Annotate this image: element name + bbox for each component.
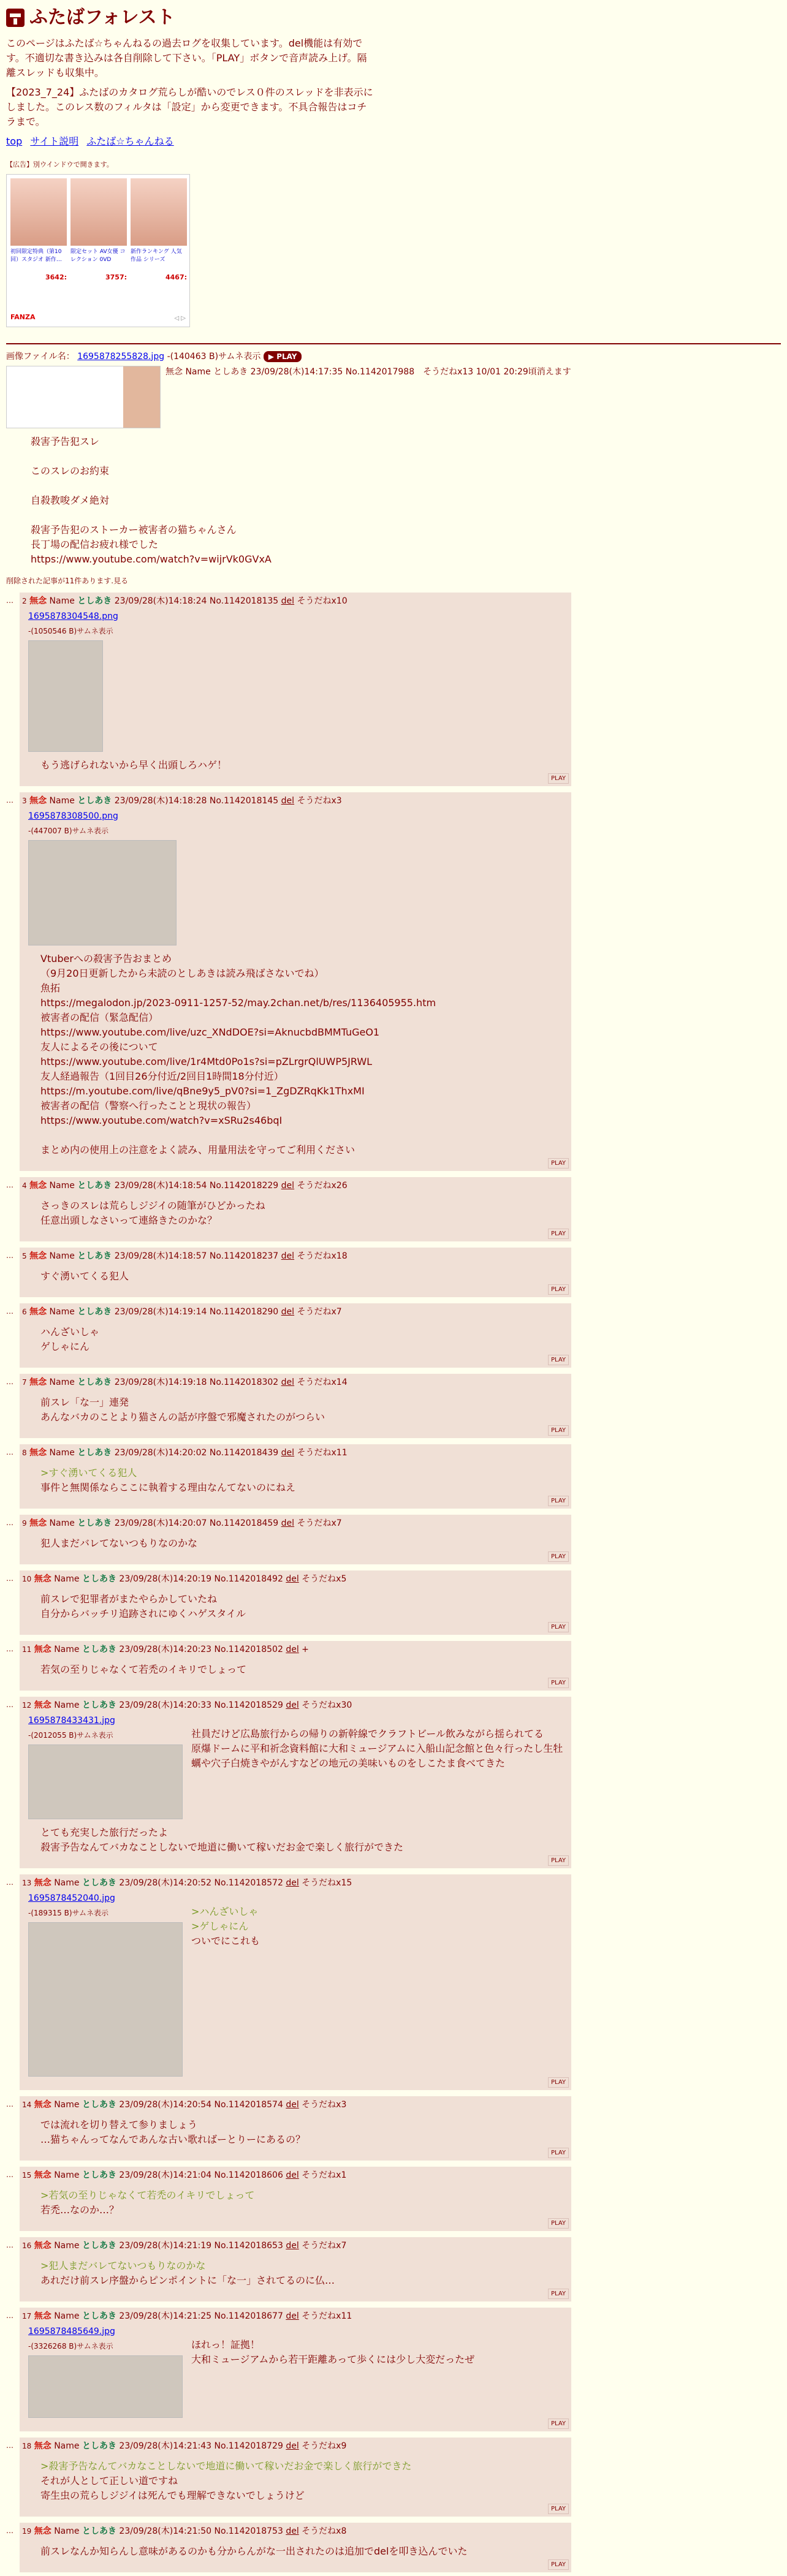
reply-row — [6, 1515, 781, 1564]
reply-play-button[interactable]: PLAY — [548, 1284, 569, 1295]
reply-body: Vtuberへの殺害予告おまとめ （9月20日更新したから未読のとしあきは読み飛ばさないでね） 魚拓 https://megalodon.jp/2023-0911-1257-52/may.2chan.net/b/res/1136405955.htm 被害者の配信（緊急配信） https://www.youtube.com/live/uzc_XNdDOE?si=AknucbdBMMTuGeO1 友人によるその後について https://www.youtube.com/live/1r4Mtd0Po1s?si=pZLrgrQlUWP5JRWL 友人経過報告（1回目26分付近/2回目1時間18分付近） https://m.youtube.com/live/qBne9y5_pV0?si=1_ZgDZRqKk1ThxMI 被害者の配信（警察へ行ったことと現状の報告） https://www.youtube.com/watch?v=xSRu2s46bqI まとめ内の使用上の注意をよく読み、用量用法を守ってご利用ください — [40, 952, 436, 1156]
reply-row — [6, 1177, 781, 1241]
ad-item-price: 4467: — [165, 273, 187, 281]
reply-body: 犯人まだバレてないつもりなのかな — [40, 1537, 198, 1549]
reply-row — [6, 1874, 781, 2090]
reply-number: 12 — [22, 1700, 32, 1710]
reply-name-label: Name — [54, 2311, 80, 2321]
reply-name-label: Name — [54, 2099, 80, 2110]
nav-top-link[interactable]: top — [6, 135, 23, 147]
reply-number: 5 — [22, 1251, 27, 1260]
reply-subject: 無念 — [34, 2170, 51, 2180]
del-link[interactable]: del — [286, 2240, 299, 2251]
reply-quote: >殺害予告なんてバカなことしないで地道に働いて稼いだお金で楽しく旅行ができた — [40, 2460, 412, 2472]
reply-body: とても充実した旅行だったよ 殺害予告なんてバカなことしないで地道に働いて稼いだお金で楽しく旅行ができた — [40, 1826, 404, 1853]
sodane-button[interactable]: そうだねx7 — [297, 1306, 342, 1317]
reply-name: としあき — [82, 2311, 116, 2321]
reply-number: 19 — [22, 2526, 32, 2536]
del-link[interactable]: del — [286, 1877, 299, 1888]
ad-thumbnail[interactable] — [131, 178, 187, 246]
reply-marker: … — [6, 596, 13, 605]
reply-header — [22, 2169, 568, 2182]
reply-row — [6, 2438, 781, 2517]
reply-name-label: Name — [49, 596, 75, 606]
reply-play-button[interactable]: PLAY — [548, 1551, 569, 1562]
reply-number: 3 — [22, 796, 27, 805]
reply-number: 6 — [22, 1307, 27, 1316]
reply-play-button[interactable]: PLAY — [548, 2289, 569, 2299]
reply-play-button[interactable]: PLAY — [548, 2419, 569, 2429]
reply-body: あれだけ前スレ序盤からピンポイントに「な一」されてるのに仏… — [40, 2274, 335, 2286]
op-thumbnail[interactable] — [6, 366, 161, 428]
reply-datetime: 23/09/28(木)14:18:28 No.1142018145 — [114, 795, 279, 806]
reply-box — [20, 2237, 571, 2301]
reply-subject: 無念 — [29, 1251, 47, 1261]
ad-item-text[interactable]: 限定セット AV女優 コレクション 0VD — [70, 248, 126, 263]
reply-name: としあき — [82, 2099, 116, 2110]
sodane-button[interactable]: そうだねx30 — [302, 1700, 352, 1710]
del-link[interactable]: del — [286, 1574, 299, 1584]
reply-play-button[interactable]: PLAY — [548, 1158, 569, 1169]
reply-name-label: Name — [54, 1644, 80, 1654]
reply-marker: … — [6, 795, 13, 805]
reply-box — [20, 1874, 571, 2090]
reply-box — [20, 1248, 571, 1297]
reply-body: それが人として正しい道ですね 寄生虫の荒らしジジイは死んでも理解できないでしょうけど — [40, 2474, 305, 2501]
reply-row — [6, 2308, 781, 2431]
reply-marker: … — [6, 1644, 13, 1653]
reply-quote: >犯人まだバレてないつもりなのかな — [40, 2259, 206, 2271]
reply-header — [22, 1699, 568, 1712]
reply-file-link[interactable]: 1695878308500.png — [28, 811, 118, 821]
del-link[interactable]: del — [281, 1180, 295, 1191]
op-header: 無念 Name としあき 23/09/28(木)14:17:35 No.1142017988 そうだねx13 10/01 20:29頃消えます — [165, 366, 571, 377]
reply-thumbnail[interactable] — [28, 2355, 183, 2418]
divider — [6, 343, 781, 344]
reply-subject: 無念 — [29, 1377, 47, 1387]
ad-item-price: 3642: — [45, 273, 67, 281]
reply-subject: 無念 — [29, 1306, 47, 1317]
reply-marker: … — [6, 1574, 13, 1583]
nav-about-link[interactable]: サイト説明 — [30, 135, 79, 147]
reply-row — [6, 1303, 781, 1368]
reply-marker: … — [6, 1877, 13, 1887]
reply-play-button[interactable]: PLAY — [548, 2148, 569, 2158]
reply-name-label: Name — [49, 1518, 75, 1528]
reply-box — [20, 1641, 571, 1691]
reply-header — [22, 1573, 568, 1586]
reply-box — [20, 2167, 571, 2231]
reply-name-label: Name — [54, 1877, 80, 1888]
op-file-link[interactable]: 1695878255828.jpg — [77, 351, 165, 362]
reply-header — [22, 2099, 568, 2112]
reply-subject: 無念 — [34, 2240, 51, 2251]
op-file-info — [6, 350, 781, 363]
reply-subject: 無念 — [29, 1518, 47, 1528]
reply-subject: 無念 — [34, 1644, 51, 1654]
reply-image-block — [28, 610, 568, 752]
reply-body: 前スレで犯罪者がまたやらかしていたね 自分からバッチリ追跡されにゆくハゲスタイル — [40, 1593, 246, 1619]
reply-row — [6, 2167, 781, 2231]
reply-subject: 無念 — [34, 2441, 51, 2451]
reply-marker: … — [6, 1518, 13, 1527]
reply-marker: … — [6, 2099, 13, 2108]
reply-name: としあき — [77, 1251, 112, 1261]
reply-image-block — [28, 2325, 568, 2418]
sodane-button[interactable]: そうだねx18 — [297, 1251, 348, 1261]
reply-number: 16 — [22, 2241, 32, 2250]
reply-name: としあき — [77, 1377, 112, 1387]
reply-file-link[interactable]: 1695878433431.jpg — [28, 1715, 115, 1726]
reply-subject: 無念 — [34, 1877, 51, 1888]
reply-box — [20, 1515, 571, 1564]
reply-datetime: 23/09/28(木)14:20:19 No.1142018492 — [119, 1574, 283, 1584]
nav-futaba-link[interactable]: ふたば☆ちゃんねる — [86, 135, 174, 147]
reply-marker: … — [6, 1377, 13, 1386]
ad-item[interactable] — [70, 178, 127, 283]
ad-item[interactable] — [10, 178, 67, 283]
ad-item-price: 3757: — [105, 273, 127, 281]
reply-subject: 無念 — [34, 2526, 51, 2536]
reply-body: では流れを切り替えて参りましょう …猫ちゃんってなんであんな古い歌ればーとりーにあるの？ — [40, 2118, 306, 2145]
del-link[interactable]: del — [281, 1377, 295, 1387]
reply-row — [6, 2237, 781, 2301]
reply-header — [22, 1376, 568, 1389]
reply-number: 9 — [22, 1518, 27, 1528]
reply-name-label: Name — [49, 1447, 75, 1458]
reply-name-label: Name — [54, 1574, 80, 1584]
reply-datetime: 23/09/28(木)14:21:19 No.1142018653 — [119, 2240, 283, 2251]
reply-header — [22, 2240, 568, 2252]
reply-datetime: 23/09/28(木)14:18:57 No.1142018237 — [114, 1251, 279, 1261]
reply-datetime: 23/09/28(木)14:20:52 No.1142018572 — [119, 1877, 283, 1888]
del-link[interactable]: del — [286, 1644, 299, 1654]
reply-number: 8 — [22, 1448, 27, 1457]
reply-name-label: Name — [49, 1251, 75, 1261]
reply-name: としあき — [77, 1518, 112, 1528]
reply-datetime: 23/09/28(木)14:20:23 No.1142018502 — [119, 1644, 283, 1654]
site-title-text: ふたばフォレスト — [29, 7, 175, 28]
reply-file-meta: -(447007 B)サムネ表示 — [28, 826, 108, 835]
reply-datetime: 23/09/28(木)14:18:54 No.1142018229 — [114, 1180, 279, 1191]
op-file-meta: -(140463 B)サムネ表示 — [167, 351, 261, 362]
reply-name-label: Name — [54, 2240, 80, 2251]
reply-box — [20, 2308, 571, 2431]
top-nav — [6, 134, 781, 149]
reply-play-button[interactable]: PLAY — [548, 2077, 569, 2088]
reply-subject: 無念 — [34, 1574, 51, 1584]
reply-datetime: 23/09/28(木)14:20:33 No.1142018529 — [119, 1700, 283, 1710]
reply-subject: 無念 — [29, 1180, 47, 1191]
del-link[interactable]: del — [286, 2311, 299, 2321]
reply-row — [6, 593, 781, 786]
reply-row — [6, 1697, 781, 1868]
sodane-button[interactable]: そうだねx3 — [302, 2099, 347, 2110]
reply-datetime: 23/09/28(木)14:21:43 No.1142018729 — [119, 2441, 283, 2451]
reply-quote: >すぐ湧いてくる犯人 — [40, 1466, 137, 1479]
reply-marker: … — [6, 1251, 13, 1260]
reply-box — [20, 1303, 571, 1368]
ad-carousel-arrows-icon[interactable]: ◁ ▷ — [174, 314, 186, 322]
reply-row — [6, 1641, 781, 1691]
reply-box — [20, 2438, 571, 2517]
reply-datetime: 23/09/28(木)14:21:25 No.1142018677 — [119, 2311, 283, 2321]
reply-number: 18 — [22, 2441, 32, 2450]
reply-subject: 無念 — [34, 1700, 51, 1710]
reply-file-meta: -(189315 B)サムネ表示 — [28, 1908, 108, 1917]
reply-name-label: Name — [54, 2526, 80, 2536]
reply-quote: >ハんざいしゃ >ゲしゃにん — [191, 1905, 259, 1932]
reply-number: 2 — [22, 596, 27, 605]
ad-brand-logo: FANZA — [10, 313, 36, 321]
reply-number: 11 — [22, 1645, 32, 1654]
reply-header — [22, 795, 568, 808]
del-link[interactable]: del — [286, 2441, 299, 2451]
sodane-button[interactable]: そうだねx7 — [297, 1518, 342, 1528]
reply-box — [20, 792, 571, 1171]
reply-body: すぐ湧いてくる犯人 — [40, 1270, 129, 1282]
reply-box — [20, 593, 571, 786]
reply-marker: … — [6, 2170, 13, 2179]
reply-body: 若気の至りじゃなくて若禿のイキリでしょって — [40, 1663, 247, 1675]
reply-file-link[interactable]: 1695878485649.jpg — [28, 2326, 115, 2336]
sodane-button[interactable]: + — [302, 1644, 309, 1654]
del-link[interactable]: del — [286, 1700, 299, 1710]
ad-item-text[interactable]: 初回限定特典（第10回）スタジオ 新作… — [10, 248, 62, 263]
reply-name-label: Name — [49, 795, 75, 806]
reply-image-text: 社員だけど広島旅行からの帰りの新幹線でクラフトビール飲みながら揺られてる 原爆ドームに平和祈念資料館に大和ミュージアムに入船山記念館と色々行ったし生牡蠣や穴子白焼きやがんすなどの地元の美味いものをしこたま食べてきた — [191, 1727, 563, 1769]
reply-body: ハんざいしゃ ゲしゃにん — [40, 1325, 100, 1352]
reply-datetime: 23/09/28(木)14:20:02 No.1142018439 — [114, 1447, 279, 1458]
reply-body: 事件と無関係ならここに執着する理由なんてないのにねえ — [40, 1481, 296, 1493]
reply-thumbnail[interactable] — [28, 1922, 183, 2077]
op-file-label: 画像ファイル名： — [6, 351, 75, 362]
reply-file-link[interactable]: 1695878452040.jpg — [28, 1893, 115, 1903]
reply-name: としあき — [82, 1644, 116, 1654]
reply-marker: … — [6, 2526, 13, 2535]
sodane-button[interactable]: そうだねx15 — [302, 1877, 352, 1888]
reply-header — [22, 595, 568, 608]
reply-header — [22, 1643, 568, 1656]
reply-subject: 無念 — [29, 1447, 47, 1458]
reply-marker: … — [6, 1306, 13, 1316]
reply-name: としあき — [77, 795, 112, 806]
reply-header — [22, 1517, 568, 1530]
reply-number: 14 — [22, 2100, 32, 2109]
reply-header — [22, 2440, 568, 2453]
reply-name: としあき — [82, 1574, 116, 1584]
reply-header — [22, 1250, 568, 1263]
reply-box — [20, 2096, 571, 2161]
reply-header — [22, 2525, 568, 2538]
reply-datetime: 23/09/28(木)14:20:07 No.1142018459 — [114, 1518, 279, 1528]
reply-thumbnail[interactable] — [28, 840, 177, 945]
reply-name: としあき — [82, 1877, 116, 1888]
reply-row — [6, 1570, 781, 1635]
del-link[interactable]: del — [281, 1447, 295, 1458]
reply-name: としあき — [77, 596, 112, 606]
reply-body: 前スレ「な一」連発 あんなバカのことより猫さんの話が序盤で邪魔されたのがつらい — [40, 1396, 325, 1423]
reply-image-block — [28, 1892, 568, 2077]
reply-datetime: 23/09/28(木)14:18:24 No.1142018135 — [114, 596, 279, 606]
reply-play-button[interactable]: PLAY — [548, 1855, 569, 1866]
intro-text-1: このページはふたば☆ちゃんねるの過去ログを収集しています。del機能は有効です。不適切な書き込みは各自削除して下さい。「PLAY」ボタンで音声読み上げ。隔離スレッドも収集中。 — [6, 37, 367, 78]
reply-play-button[interactable]: PLAY — [548, 2504, 569, 2514]
site-title — [6, 4, 781, 31]
reply-header — [22, 1877, 568, 1890]
ad-item[interactable] — [131, 178, 187, 283]
reply-row — [6, 1374, 781, 1438]
reply-name-label: Name — [49, 1377, 75, 1387]
reply-row — [6, 1248, 781, 1297]
site-logo-icon — [6, 9, 25, 27]
reply-name-label: Name — [54, 1700, 80, 1710]
reply-row — [6, 1444, 781, 1509]
reply-marker: … — [6, 1700, 13, 1709]
sodane-button[interactable]: そうだねx3 — [297, 795, 342, 806]
reply-file-link[interactable]: 1695878304548.png — [28, 611, 118, 621]
reply-marker: … — [6, 1180, 13, 1189]
reply-image-block — [28, 810, 568, 945]
reply-marker: … — [6, 2441, 13, 2450]
del-link[interactable]: del — [281, 1518, 295, 1528]
reply-image-block — [28, 1714, 568, 1819]
reply-play-button[interactable]: PLAY — [548, 1229, 569, 1239]
reply-marker: … — [6, 2240, 13, 2249]
reply-play-button[interactable]: PLAY — [548, 1622, 569, 1632]
reply-play-button[interactable]: PLAY — [548, 1355, 569, 1365]
reply-name: としあき — [77, 1447, 112, 1458]
reply-row — [6, 792, 781, 1171]
reply-row — [6, 2523, 781, 2572]
sodane-button[interactable]: そうだねx9 — [302, 2441, 347, 2451]
del-link[interactable]: del — [281, 1306, 295, 1317]
op-post — [6, 366, 781, 428]
intro-text-2: 【2023_7_24】ふたばのカタログ荒らしが酷いのでレス０件のスレッドを非表示にしました。このレス数のフィルタは「設定」から変更できます。不具合報告はコチラまで。 — [6, 86, 373, 127]
reply-box — [20, 1374, 571, 1438]
reply-box — [20, 1697, 571, 1868]
reply-list — [6, 593, 781, 2572]
reply-number: 13 — [22, 1878, 32, 1887]
reply-header — [22, 1447, 568, 1460]
ad-thumbnail[interactable] — [70, 178, 127, 246]
reply-name-label: Name — [54, 2441, 80, 2451]
reply-play-button[interactable]: PLAY — [548, 2218, 569, 2229]
reply-datetime: 23/09/28(木)14:19:14 No.1142018290 — [114, 1306, 279, 1317]
del-link[interactable]: del — [286, 2099, 299, 2110]
reply-play-button[interactable]: PLAY — [548, 1496, 569, 1506]
reply-header — [22, 1180, 568, 1192]
del-link[interactable]: del — [281, 1251, 295, 1261]
ad-label: 【広告】別ウインドウで開きます。 — [6, 161, 113, 169]
reply-number: 15 — [22, 2170, 32, 2180]
reply-name: としあき — [82, 2526, 116, 2536]
reply-number: 7 — [22, 1377, 27, 1387]
reply-box — [20, 1177, 571, 1241]
del-link[interactable]: del — [281, 795, 295, 806]
sodane-button[interactable]: そうだねx14 — [297, 1377, 348, 1387]
del-link[interactable]: del — [286, 2526, 299, 2536]
sodane-button[interactable]: そうだねx11 — [302, 2311, 352, 2321]
reply-subject: 無念 — [34, 2311, 51, 2321]
reply-name-label: Name — [54, 2170, 80, 2180]
sodane-button[interactable]: そうだねx5 — [302, 1574, 347, 1584]
ad-banner[interactable] — [6, 174, 190, 327]
reply-datetime: 23/09/28(木)14:20:54 No.1142018574 — [119, 2099, 283, 2110]
sodane-button[interactable]: そうだねx1 — [302, 2170, 347, 2180]
reply-image-text: ついでにこれも — [191, 1934, 260, 1947]
reply-datetime: 23/09/28(木)14:21:04 No.1142018606 — [119, 2170, 283, 2180]
reply-body: さっきのスレは荒らしジジイの随筆がひどかったね 任意出頭しなさいって連絡きたのかな？ — [40, 1199, 265, 1226]
del-link[interactable]: del — [281, 596, 295, 606]
op-body: 殺害予告犯スレ このスレのお約束 自殺教唆ダメ絶対 殺害予告犯のストーカー被害者の猫ちゃんさん 長丁場の配信お疲れ様でした https://www.youtube.com/watch?v=wijrVk0GVxA — [31, 435, 272, 565]
reply-play-button[interactable]: PLAY — [548, 2559, 569, 2570]
reply-datetime: 23/09/28(木)14:21:50 No.1142018753 — [119, 2526, 283, 2536]
reply-number: 17 — [22, 2311, 32, 2320]
reply-box — [20, 1570, 571, 1635]
reply-image-text: ほれっ！証拠！ 大和ミュージアムから若干距離あって歩くには少し大変だったぜ — [191, 2338, 475, 2365]
reply-quote: >若気の至りじゃなくて若禿のイキリでしょって — [40, 2189, 255, 2201]
sodane-button[interactable]: そうだねx26 — [297, 1180, 348, 1191]
reply-name: としあき — [77, 1180, 112, 1191]
del-link[interactable]: del — [286, 2170, 299, 2180]
reply-datetime: 23/09/28(木)14:19:18 No.1142018302 — [114, 1377, 279, 1387]
reply-number: 4 — [22, 1181, 27, 1190]
intro — [6, 36, 781, 129]
sodane-button[interactable]: そうだねx8 — [302, 2526, 347, 2536]
sodane-button[interactable]: そうだねx11 — [297, 1447, 348, 1458]
reply-file-meta: -(3326268 B)サムネ表示 — [28, 2341, 113, 2351]
reply-name: としあき — [77, 1306, 112, 1317]
op-play-button[interactable]: ▶ PLAY — [264, 351, 302, 362]
reply-subject: 無念 — [34, 2099, 51, 2110]
reply-name-label: Name — [49, 1306, 75, 1317]
reply-body: 前スレなんか知らんし意味があるのかも分からんがな一出されたのは追加でdelを叩き込んでいた — [40, 2545, 468, 2557]
reply-marker: … — [6, 2311, 13, 2320]
reply-header — [22, 1306, 568, 1319]
reply-name: としあき — [82, 2441, 116, 2451]
reply-subject: 無念 — [29, 795, 47, 806]
reply-marker: … — [6, 1447, 13, 1457]
reply-box — [20, 2523, 571, 2572]
reply-header — [22, 2310, 568, 2323]
ad-item-text[interactable]: 新作ランキング 人気作品 シリーズ — [131, 248, 182, 263]
reply-play-button[interactable]: PLAY — [548, 1425, 569, 1436]
reply-name: としあき — [82, 2170, 116, 2180]
reply-body: もう逃げられないから早く出頭しろハゲ！ — [40, 759, 227, 771]
reply-thumbnail[interactable] — [28, 1744, 183, 1819]
reply-number: 10 — [22, 1574, 32, 1583]
reply-subject: 無念 — [29, 596, 47, 606]
reply-name: としあき — [82, 1700, 116, 1710]
reply-name-label: Name — [49, 1180, 75, 1191]
reply-row — [6, 2096, 781, 2161]
reply-file-meta: -(1050546 B)サムネ表示 — [28, 626, 113, 635]
reply-file-meta: -(2012055 B)サムネ表示 — [28, 1730, 113, 1740]
deleted-note[interactable]: 削除された記事が11件あります.見る — [6, 576, 129, 585]
reply-play-button[interactable]: PLAY — [548, 1678, 569, 1688]
ad-section — [6, 160, 781, 327]
reply-body: 若禿…なのか…？ — [40, 2203, 120, 2216]
reply-play-button[interactable]: PLAY — [548, 773, 569, 784]
sodane-button[interactable]: そうだねx7 — [302, 2240, 347, 2251]
ad-thumbnail[interactable] — [10, 178, 67, 246]
sodane-button[interactable]: そうだねx10 — [297, 596, 348, 606]
reply-thumbnail[interactable] — [28, 640, 103, 752]
reply-box — [20, 1444, 571, 1509]
reply-name: としあき — [82, 2240, 116, 2251]
